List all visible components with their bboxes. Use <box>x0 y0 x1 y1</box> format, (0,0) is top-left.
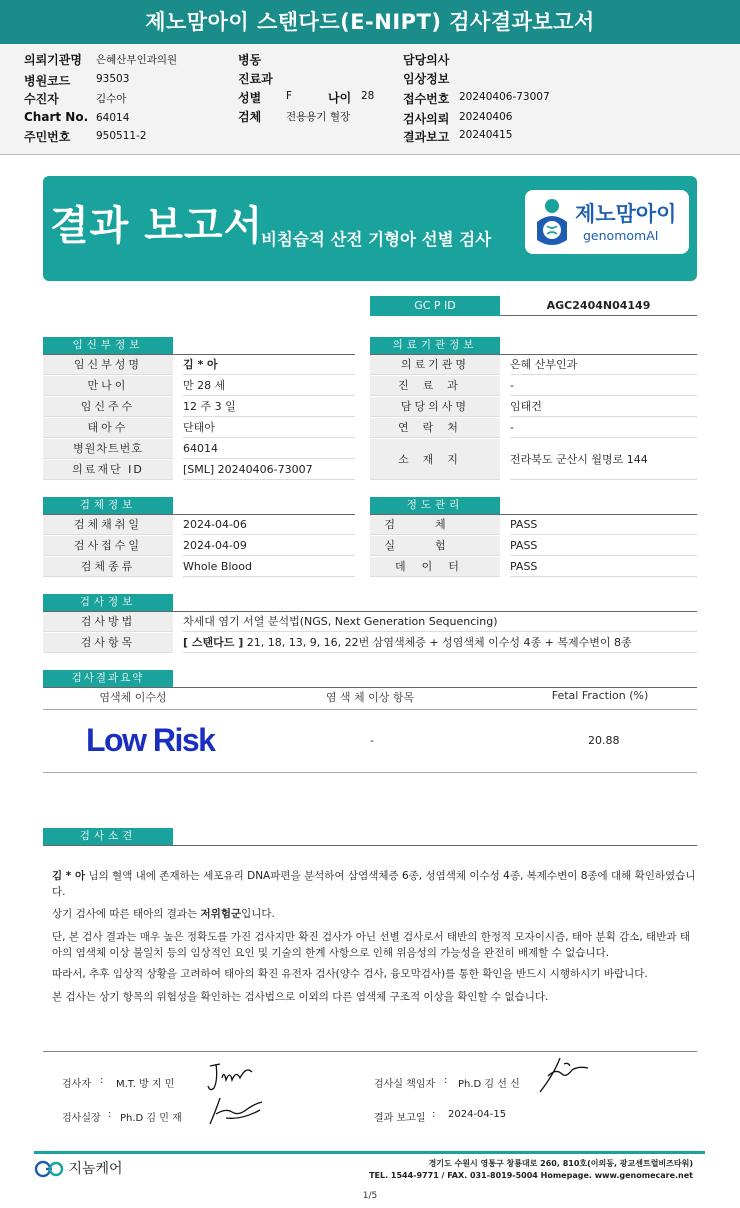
chief-signature <box>206 1094 264 1128</box>
test-items-bold: [ 스탠다드 ] <box>183 636 244 649</box>
summary-fetal-fraction-value: 20.88 <box>588 734 620 747</box>
footer-address-block <box>369 1158 693 1182</box>
findings-paragraph-3: 단, 본 검사 결과는 매우 높은 정확도를 가진 검사지만 확진 검사가 아닌 선별 검사로서 태반의 한정적 모자이시즘, 태아 분획 감소, 태반과 태아의 염색체 이상 불일치 등의 임상적인 요인 및 기술의 한계 사항으로 인해 위음성의 가능성을 완전히 배제할 수 없습니다. <box>52 931 690 959</box>
institution-row-label: 연락처 <box>370 418 500 438</box>
findings-heading: 검사소견 <box>43 828 173 845</box>
receipt-value: 20240406-73007 <box>459 91 550 103</box>
doctor-label: 담당의사 <box>403 53 450 67</box>
rrn-label: 주민번호 <box>24 130 71 144</box>
qc-row-value: PASS <box>510 515 697 535</box>
chief-label: 검사실장 <box>62 1113 101 1124</box>
pregnant-row-label: 태아수 <box>43 418 173 438</box>
specimen-row-value: 2024-04-06 <box>183 515 355 535</box>
pregnant-row-value: [SML] 20240406-73007 <box>183 460 355 480</box>
report-date-value: 2024-04-15 <box>448 1109 507 1120</box>
logo-english: genomomAI <box>583 228 659 243</box>
specimen-row-value: Whole Blood <box>183 557 355 577</box>
patient-header-box <box>0 44 740 155</box>
dept-label: 진료과 <box>238 72 273 86</box>
institution-row-value: 은혜 산부인과 <box>510 355 697 375</box>
tester-signature <box>206 1060 256 1094</box>
ward-label: 병동 <box>238 53 262 67</box>
age-value: 28 <box>361 90 375 102</box>
institution-row-value: 전라북도 군산시 월명로 144 <box>510 439 697 480</box>
pregnant-row-value: 만 28 세 <box>183 376 355 396</box>
pregnant-row-label: 병원차트번호 <box>43 439 173 459</box>
pregnant-heading: 임신부정보 <box>43 337 173 354</box>
examinee-value: 김수아 <box>96 93 127 105</box>
genomom-logo-icon <box>533 196 571 248</box>
summary-divider-mid <box>43 709 697 710</box>
findings-p1-text: 님의 혈액 내에 존재하는 세포유리 DNA파편을 분석하여 삼염색체증 6종, 성염색체 이수성 4종, 복제수변이 8종에 대해 확인하였습니다. <box>52 870 696 898</box>
test-items-label: 검사항목 <box>43 633 173 653</box>
sex-value: F <box>286 90 293 102</box>
footer-divider <box>34 1151 705 1154</box>
qc-row-value: PASS <box>510 557 697 577</box>
qc-row-value: PASS <box>510 536 697 556</box>
institution-row-value: 임태건 <box>510 397 697 417</box>
clinical-label: 임상정보 <box>403 72 450 86</box>
summary-col-fetal-fraction: Fetal Fraction (%) <box>551 689 649 702</box>
report-value: 20240415 <box>459 129 513 141</box>
institution-row-label: 진료과 <box>370 376 500 396</box>
pregnant-row-value: 64014 <box>183 439 355 459</box>
summary-col-aneuploidy: 염색체 이수성 <box>99 691 167 704</box>
test-heading: 검사정보 <box>43 594 173 611</box>
footer-address: 경기도 수원시 영통구 창룡대로 260, 810호(이의동, 광교센트럴비즈타워) <box>428 1159 693 1168</box>
specimen-label: 검체 <box>238 110 262 124</box>
examinee-label: 수진자 <box>24 92 59 106</box>
specimen-heading: 검체정보 <box>43 497 173 514</box>
findings-p2-pre: 상기 검사에 따른 태아의 결과는 <box>52 908 201 920</box>
qc-row-label: 검체 <box>370 515 500 535</box>
report-label: 결과보고 <box>403 130 450 144</box>
logo-korean: 제노맘아이 <box>575 202 677 226</box>
tester-name: M.T. 방 지 민 <box>116 1079 175 1090</box>
summary-divider-top <box>43 687 697 688</box>
test-method-value: 차세대 염기 서열 분석법(NGS, Next Generation Sequencing) <box>183 612 697 632</box>
findings-patient-name: 김 * 아 <box>52 870 86 882</box>
pregnant-row-value: 단태아 <box>183 418 355 438</box>
result-banner <box>43 176 697 281</box>
rrn-value: 950511-2 <box>96 130 147 142</box>
pregnant-row-label: 의료재단 ID <box>43 460 173 480</box>
footer-company: 지놈케어 <box>68 1161 123 1177</box>
hospital-code-label: 병원코드 <box>24 74 71 88</box>
specimen-row-value: 2024-04-09 <box>183 536 355 556</box>
specimen-row-label: 검사접수일 <box>43 536 173 556</box>
hospital-code-value: 93503 <box>96 73 130 85</box>
summary-divider-bottom <box>43 772 697 773</box>
pregnant-row-label: 임신주수 <box>43 397 173 417</box>
specimen-row-label: 검체종류 <box>43 557 173 577</box>
pregnant-row-value: 김 * 아 <box>183 355 355 375</box>
qc-heading: 정도관리 <box>370 497 500 514</box>
findings-paragraph-1 <box>52 868 697 900</box>
summary-abnormal-value: - <box>370 734 374 747</box>
responsible-name: Ph.D 김 선 신 <box>458 1079 520 1090</box>
findings-paragraph-5: 본 검사는 상기 항목의 위험성을 확인하는 검사법으로 이외의 다른 염색체 구조적 이상을 확인할 수 없습니다. <box>52 991 549 1003</box>
signature-divider <box>43 1051 697 1052</box>
low-risk-result: Low Risk <box>86 722 215 758</box>
institution-heading: 의료기관정보 <box>370 337 500 354</box>
page-number: 1/5 <box>362 1191 378 1201</box>
pregnant-row-value: 12 주 3 일 <box>183 397 355 417</box>
genomecare-logo <box>34 1158 123 1178</box>
request-value: 20240406 <box>459 111 513 123</box>
genomecare-logo-icon <box>34 1160 64 1178</box>
responsible-label: 검사실 책임자 <box>374 1079 436 1090</box>
banner-subtitle: 비침습적 산전 기형아 선별 검사 <box>261 230 492 249</box>
specimen-value: 전용용기 혈장 <box>286 111 351 123</box>
institution-label: 의뢰기관명 <box>24 53 82 67</box>
qc-row-label: 데이터 <box>370 557 500 577</box>
test-items-value: 21, 18, 13, 9, 16, 22번 삼염색체증 + 성염색체 이수성 4종 + 복제수변이 8종 <box>246 636 632 649</box>
test-items-cell <box>183 633 697 653</box>
report-title: 제노맘아이 스탠다드(E-NIPT) 검사결과보고서 <box>0 0 740 44</box>
pregnant-row-label: 임신부성명 <box>43 355 173 375</box>
institution-row-label: 담당의사명 <box>370 397 500 417</box>
gcpid-value: AGC2404N04149 <box>500 296 697 316</box>
sex-label: 성별 <box>238 91 262 105</box>
institution-row-value: - <box>510 418 697 438</box>
specimen-row-label: 검체채취일 <box>43 515 173 535</box>
institution-value: 은혜산부인과의원 <box>96 54 178 66</box>
findings-paragraph-2 <box>52 906 697 922</box>
pregnant-row-label: 만나이 <box>43 376 173 396</box>
footer-contact: TEL. 1544-9771 / FAX. 031-8019-5004 Homepage. www.genomecare.net <box>369 1171 693 1180</box>
findings-paragraph-4: 따라서, 추후 임상적 상황을 고려하여 태아의 확진 유전자 검사(양수 검사, 융모막검사)를 통한 확인을 반드시 시행하시기 바랍니다. <box>52 968 648 980</box>
chart-value: 64014 <box>96 112 130 124</box>
receipt-label: 접수번호 <box>403 92 450 106</box>
request-label: 검사의뢰 <box>403 112 450 126</box>
findings-low-risk-group: 저위험군 <box>200 908 242 920</box>
banner-title: 결과 보고서 <box>50 203 264 249</box>
age-label: 나이 <box>328 91 352 105</box>
qc-row-label: 실험 <box>370 536 500 556</box>
chief-name: Ph.D 김 민 재 <box>120 1113 182 1124</box>
gcpid-label: GC P ID <box>370 296 500 316</box>
report-date-label: 결과 보고일 <box>374 1113 426 1124</box>
findings-p2-post: 입니다. <box>241 908 275 920</box>
findings-divider <box>43 845 697 846</box>
summary-col-abnormal: 염 색 체 이상 항목 <box>325 691 415 704</box>
genomom-logo <box>525 190 689 254</box>
summary-heading: 검사결과요약 <box>43 670 173 687</box>
institution-row-label: 소재지 <box>370 439 500 480</box>
institution-row-value: - <box>510 376 697 396</box>
institution-row-label: 의료기관명 <box>370 355 500 375</box>
test-method-label: 검사방법 <box>43 612 173 632</box>
responsible-signature <box>534 1054 590 1096</box>
tester-label: 검사자 <box>62 1079 91 1090</box>
chart-label: Chart No. <box>24 110 89 124</box>
